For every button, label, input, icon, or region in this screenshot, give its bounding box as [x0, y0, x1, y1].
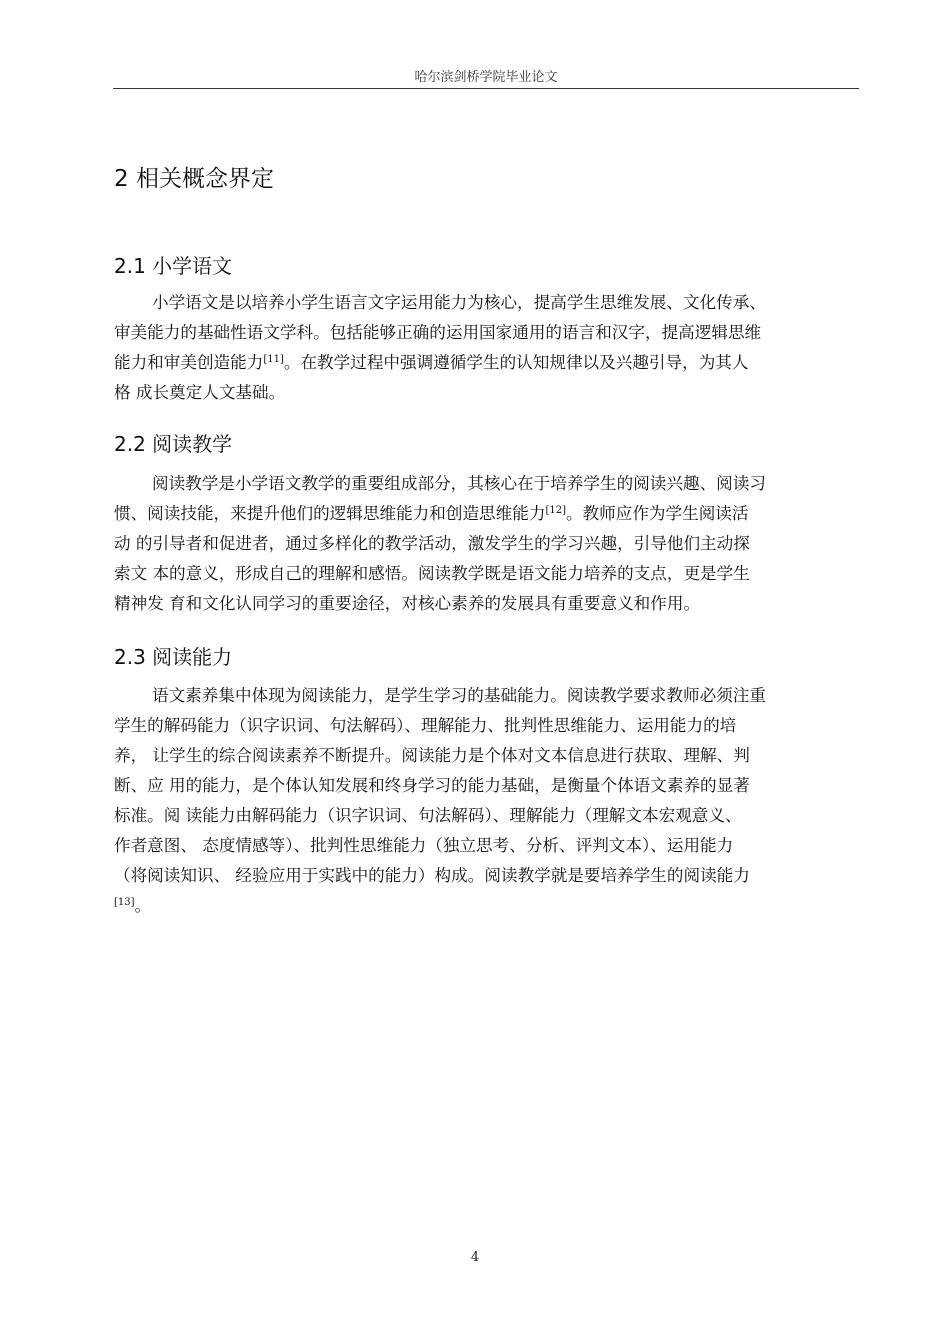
text-segment: 能力和审美创造能力 [114, 353, 264, 372]
text-line [114, 499, 860, 529]
running-header: 哈尔滨剑桥学院毕业论文 [414, 70, 558, 85]
section-title-2-1: 2.1 小学语文 [114, 254, 233, 278]
citation-11: [11] [263, 354, 284, 365]
text-line: 养， 让学生的综合阅读素养不断提升。阅读能力是个体对文本信息进行获取、理解、判 [114, 746, 750, 765]
text-line: 学生的解码能力（识字识词、句法解码）、理解能力、批判性思维能力、运用能力的培 [114, 716, 737, 735]
text-segment: 。在教学过程中强调遵循学生的认知规律以及兴趣引导，为其人 [283, 353, 749, 372]
text-line: 动 的引导者和促进者，通过多样化的教学活动，激发学生的学习兴趣，引导他们主动探 [114, 534, 750, 553]
header-divider [113, 88, 859, 89]
text-line: 小学语文是以培养小学生语言文字运用能力为核心，提高学生思维发展、文化传承、 [152, 293, 766, 312]
page-number: 4 [470, 1250, 480, 1265]
text-line: 标准。阅 读能力由解码能力（识字识词、句法解码）、理解能力（理解文本宏观意义、 [114, 806, 742, 825]
text-line: 格 成长奠定人文基础。 [114, 383, 286, 402]
text-line [114, 348, 860, 378]
paragraph-2-1 [114, 288, 860, 408]
text-segment: 惯、阅读技能，来提升他们的逻辑思维能力和创造思维能力 [114, 504, 546, 523]
text-line [114, 891, 860, 921]
section-title-2-2: 2.2 阅读教学 [114, 432, 233, 456]
text-line: 断、应 用的能力，是个体认知发展和终身学习的能力基础，是衡量个体语文素养的显著 [114, 776, 750, 795]
text-line: 索文 本的意义，形成自己的理解和感悟。阅读教学既是语文能力培养的支点，更是学生 [114, 564, 750, 583]
text-segment: 。教师应作为学生阅读活 [565, 504, 749, 523]
paragraph-2-2 [114, 469, 860, 619]
section-title-2-3: 2.3 阅读能力 [114, 645, 233, 669]
chapter-title: 2 相关概念界定 [114, 166, 274, 192]
text-line: 作者意图、 态度情感等）、批判性思维能力（独立思考、分析、评判文本）、运用能力 [114, 836, 734, 855]
text-line: 语文素养集中体现为阅读能力，是学生学习的基础能力。阅读教学要求教师必须注重 [152, 686, 766, 705]
citation-13: [13] [114, 897, 135, 908]
text-line: （将阅读知识、 经验应用于实践中的能力）构成。阅读教学就是要培养学生的阅读能力 [114, 866, 750, 885]
text-line: 审美能力的基础性语文学科。包括能够正确的运用国家通用的语言和汉字，提高逻辑思维 [114, 323, 762, 342]
paragraph-2-3 [114, 681, 860, 921]
text-segment: 。 [134, 896, 152, 915]
text-line: 精神发 育和文化认同学习的重要途径，对核心素养的发展具有重要意义和作用。 [114, 594, 701, 613]
citation-12: [12] [545, 505, 566, 516]
text-line: 阅读教学是小学语文教学的重要组成部分，其核心在于培养学生的阅读兴趣、阅读习 [152, 474, 766, 493]
